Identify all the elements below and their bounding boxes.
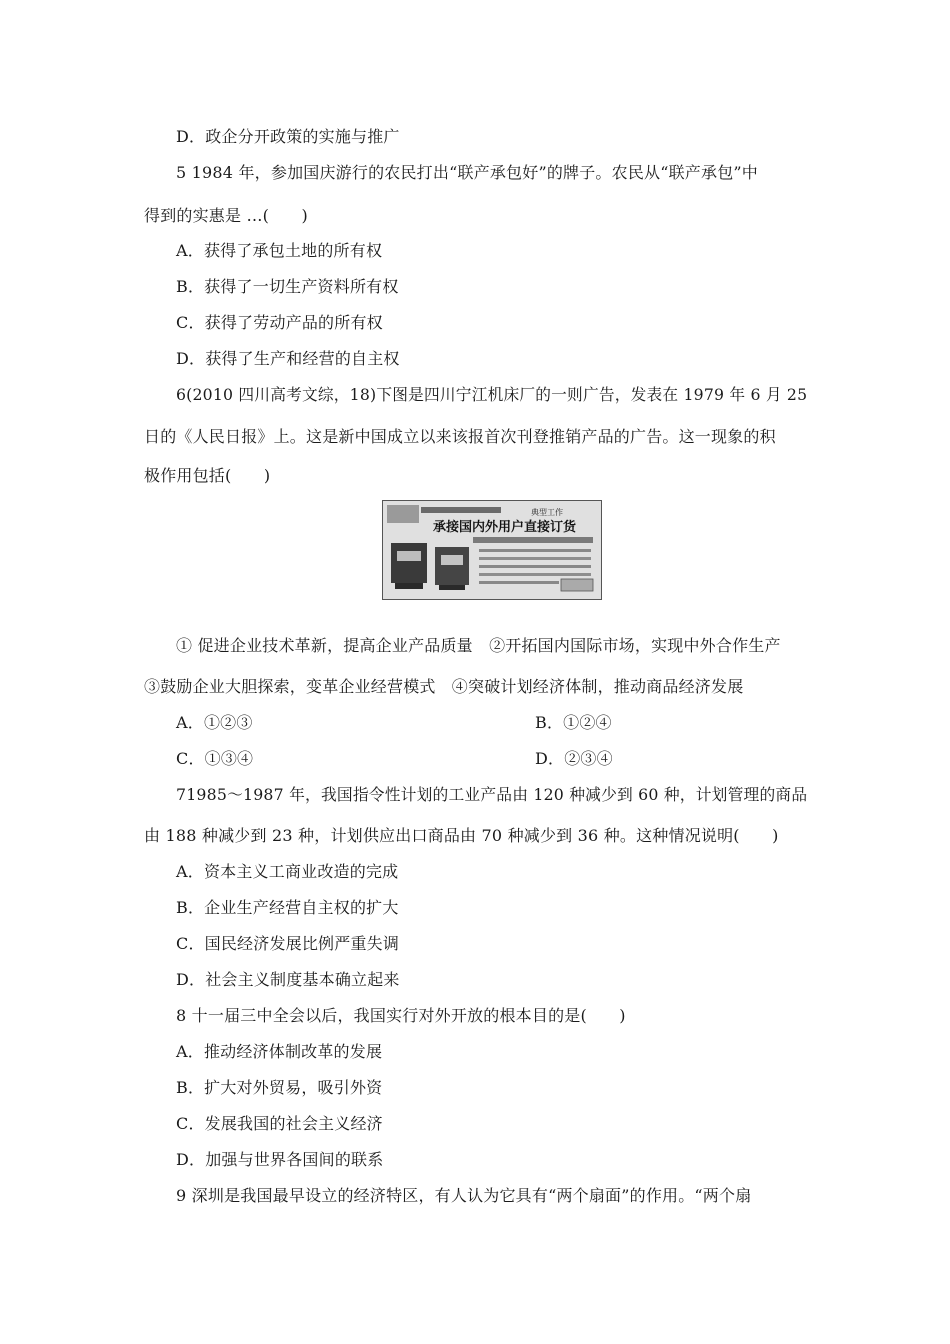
q6-statements-line1: ① 促进企业技术革新，提高企业产品质量 ②开拓国内国际市场，实现中外合作生产 xyxy=(176,636,781,655)
q5-option-a: A．获得了承包土地的所有权 xyxy=(176,241,383,260)
q5-option-d: D．获得了生产和经营的自主权 xyxy=(176,349,400,368)
ad-headline: 承接国内外用户直接订货 xyxy=(433,520,577,535)
q5-stem-line2: 得到的实惠是 …( ) xyxy=(144,206,308,225)
q7-option-a: A．资本主义工商业改造的完成 xyxy=(176,862,399,881)
q6-stem-line2: 日的《人民日报》上。这是新中国成立以来该报首次刊登推销产品的广告。这一现象的积 xyxy=(144,427,776,446)
q7-option-b: B．企业生产经营自主权的扩大 xyxy=(176,898,399,917)
q7-option-c: C．国民经济发展比例严重失调 xyxy=(176,934,400,953)
q7-stem-line1: 71985～1987 年，我国指令性计划的工业产品由 120 种减少到 60 种，计划管理的商品 xyxy=(176,785,808,804)
q8-option-b: B．扩大对外贸易，吸引外资 xyxy=(176,1078,383,1097)
q6-option-d: D．②③④ xyxy=(535,749,613,768)
q4-option-d: D．政企分开政策的实施与推广 xyxy=(176,127,400,146)
q6-stem-line3: 极作用包括( ) xyxy=(144,466,271,485)
q5-option-c: C．获得了劳动产品的所有权 xyxy=(176,313,383,332)
ad-top-right-text: 典型工作 xyxy=(531,508,563,517)
q9-stem-line1: 9 深圳是我国最早设立的经济特区，有人认为它具有“两个扇面”的作用。“两个扇 xyxy=(176,1186,752,1205)
q8-option-a: A．推动经济体制改革的发展 xyxy=(176,1042,383,1061)
q6-option-a: A．①②③ xyxy=(176,713,253,732)
q6-option-c: C．①③④ xyxy=(176,749,254,768)
q6-stem-line1: 6(2010 四川高考文综，18)下图是四川宁江机床厂的一则广告，发表在 1979 年 6 月 25 xyxy=(176,385,808,404)
q5-stem-line1: 5 1984 年，参加国庆游行的农民打出“联产承包好”的牌子。农民从“联产承包”中 xyxy=(176,163,758,182)
q5-option-b: B．获得了一切生产资料所有权 xyxy=(176,277,399,296)
q6-statements-line2: ③鼓励企业大胆探索，变革企业经营模式 ④突破计划经济体制，推动商品经济发展 xyxy=(144,677,744,696)
q6-option-b: B．①②④ xyxy=(535,713,612,732)
q7-option-d: D．社会主义制度基本确立起来 xyxy=(176,970,400,989)
q7-stem-line2: 由 188 种减少到 23 种，计划供应出口商品由 70 种减少到 36 种。这种情况说明( ) xyxy=(144,826,779,845)
advertisement-image xyxy=(382,500,602,600)
q8-stem: 8 十一届三中全会以后，我国实行对外开放的根本目的是( ) xyxy=(176,1006,626,1025)
q8-option-d: D．加强与世界各国间的联系 xyxy=(176,1150,384,1169)
q8-option-c: C．发展我国的社会主义经济 xyxy=(176,1114,383,1133)
